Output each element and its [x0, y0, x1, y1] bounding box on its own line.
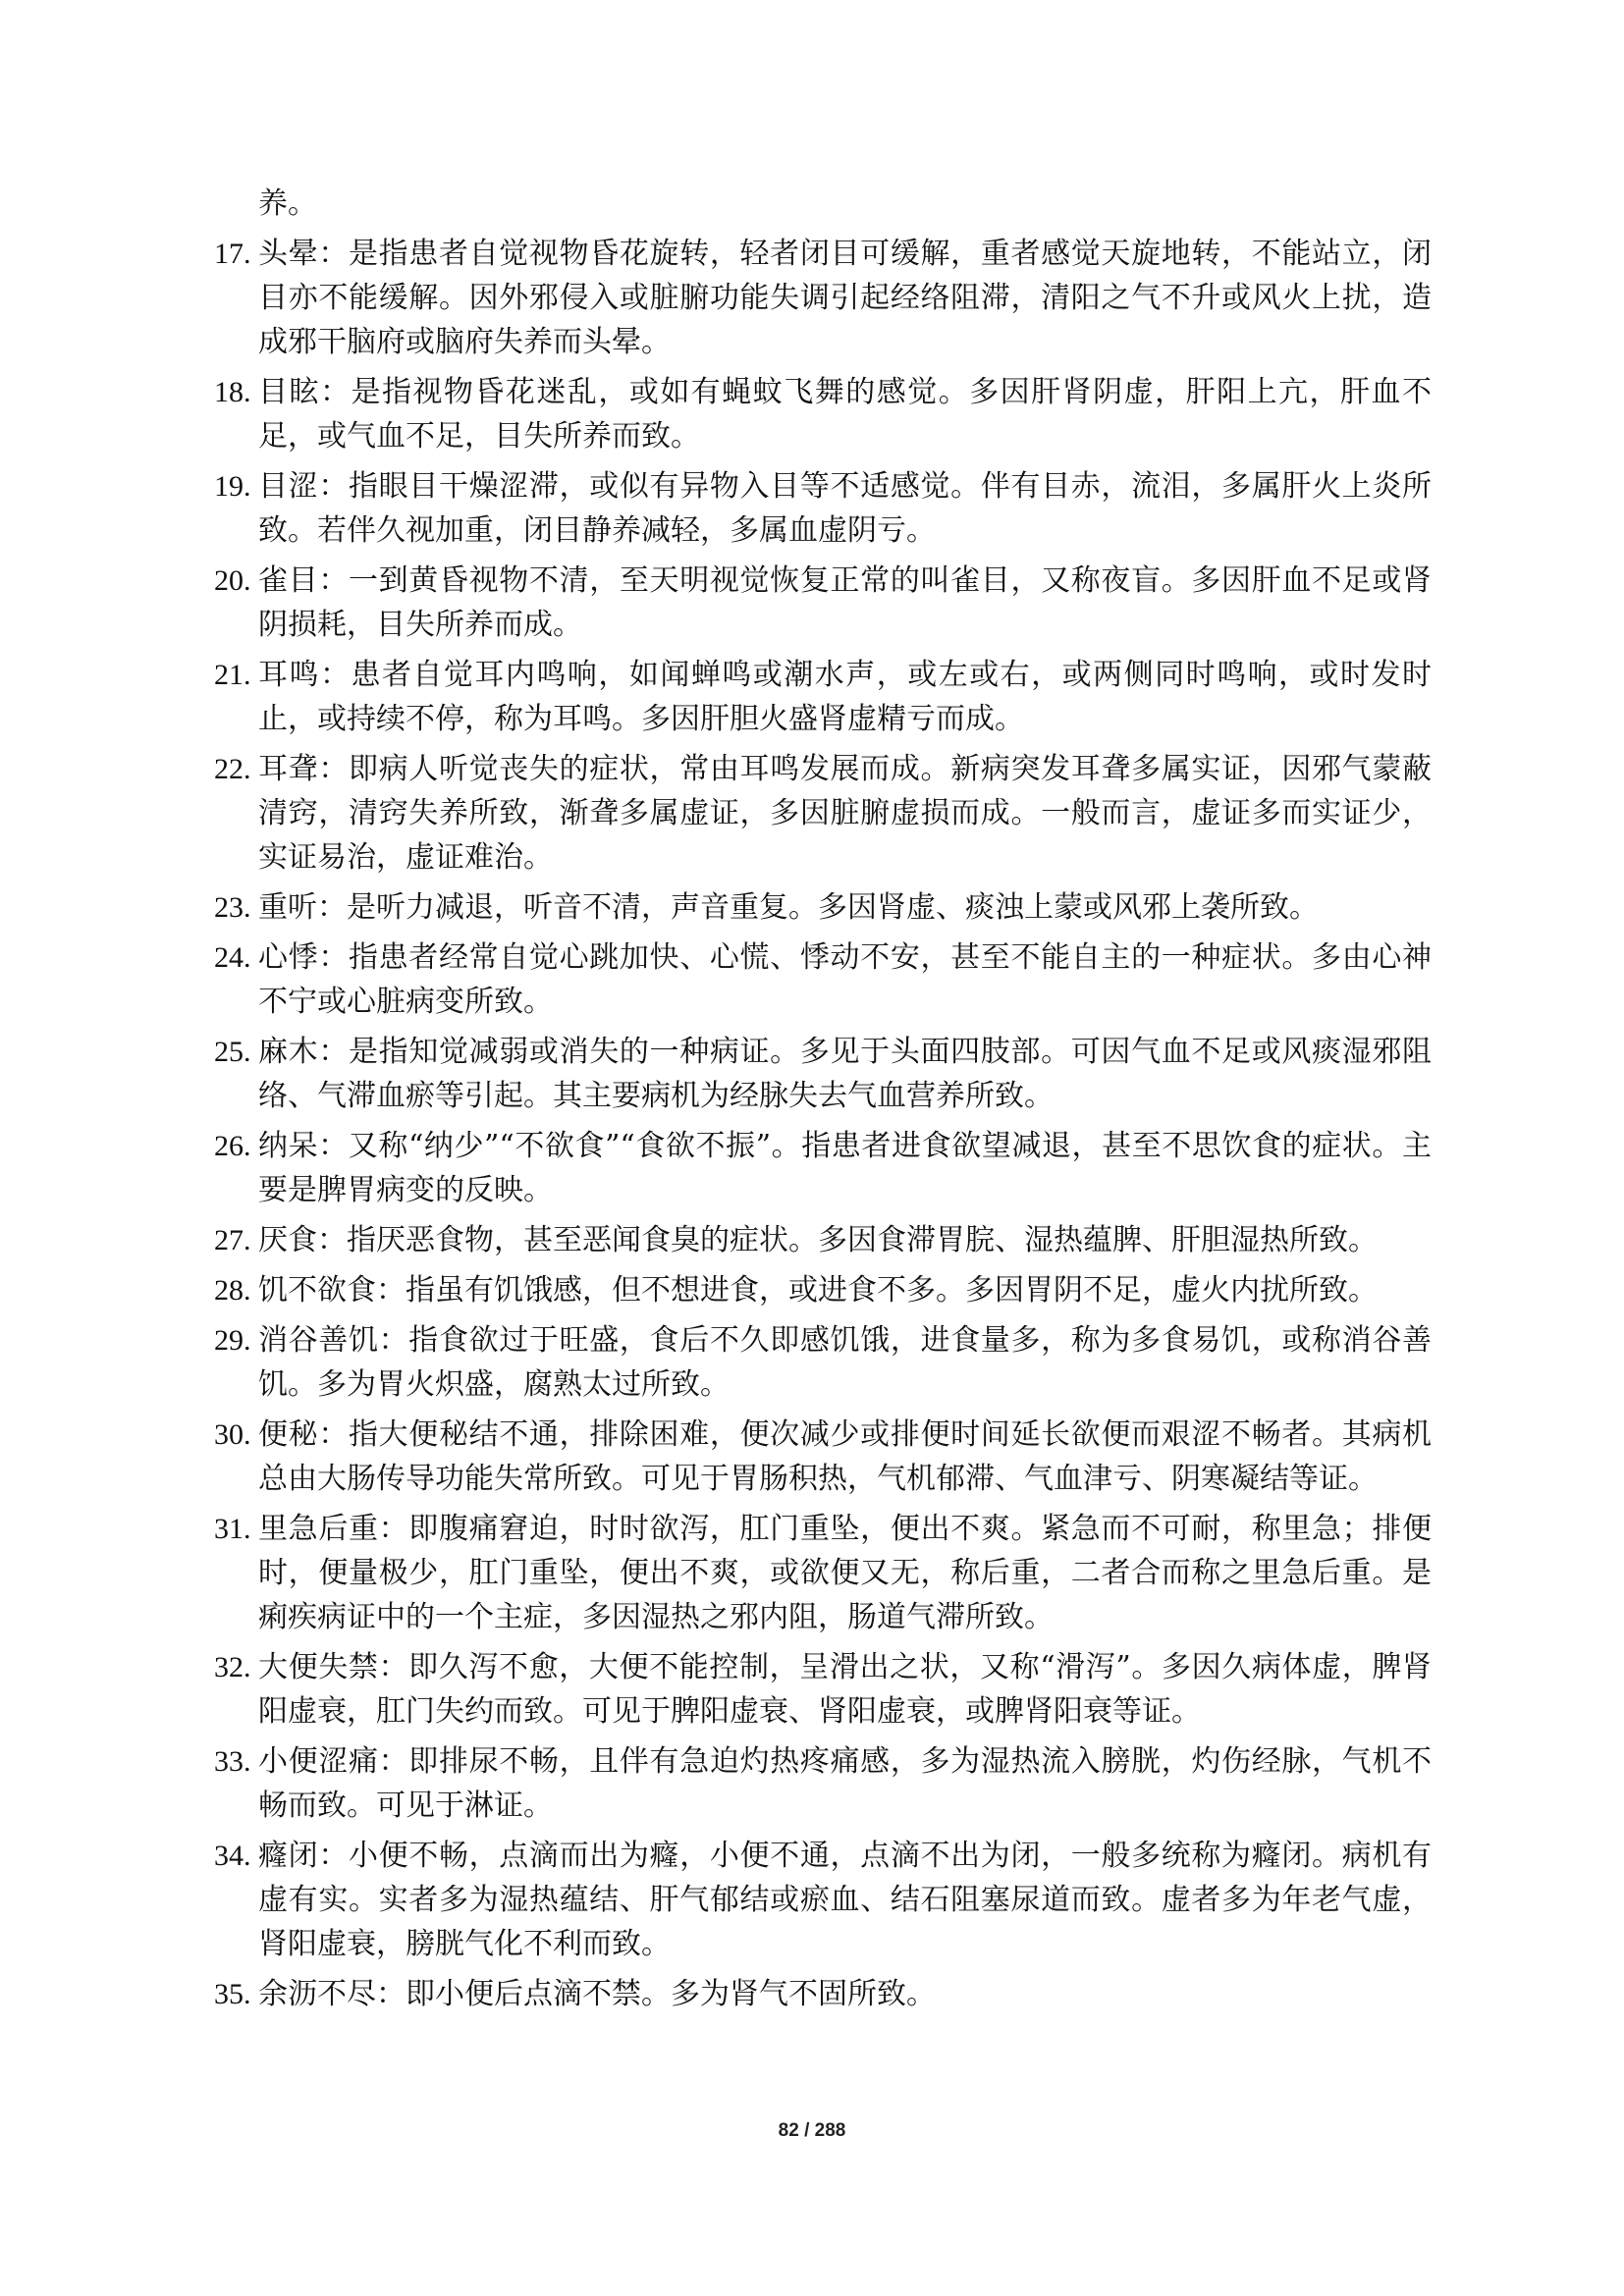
continuation-text: 养。	[258, 187, 317, 221]
item-number: 26.	[214, 1130, 251, 1162]
list-item	[214, 1972, 1432, 2016]
item-number: 22.	[214, 753, 251, 785]
list-item	[214, 232, 1432, 364]
item-text: 重听：是听力减退，听音不清，声音重复。多因肾虚、痰浊上蒙或风邪上袭所致。	[258, 890, 1319, 925]
list-item	[214, 885, 1432, 930]
document-body	[214, 182, 1432, 2022]
item-text: 雀目：一到黄昏视物不清，至天明视觉恢复正常的叫雀目，又称夜盲。多因肝血不足或肾阴损耗，目失所养而成。	[258, 563, 1432, 642]
item-number: 27.	[214, 1224, 251, 1256]
entry-list	[214, 232, 1432, 2016]
list-item	[214, 1834, 1432, 1966]
item-text: 饥不欲食：指虽有饥饿感，但不想进食，或进食不多。多因胃阴不足，虚火内扰所致。	[258, 1273, 1378, 1308]
list-item	[214, 559, 1432, 647]
item-number: 35.	[214, 1978, 251, 2010]
item-number: 33.	[214, 1745, 251, 1778]
list-item	[214, 935, 1432, 1024]
list-item	[214, 1268, 1432, 1312]
list-item	[214, 464, 1432, 553]
item-number: 18.	[214, 376, 251, 408]
item-text: 心悸：指患者经常自觉心跳加快、心慌、悸动不安，甚至不能自主的一种症状。多由心神不宁或心脏病变所致。	[258, 940, 1432, 1019]
list-item	[214, 1645, 1432, 1734]
item-number: 23.	[214, 891, 251, 924]
item-text: 目眩：是指视物昏花迷乱，或如有蝇蚊飞舞的感觉。多因肝肾阴虚，肝阳上亢，肝血不足，或气血不足，目失所养而致。	[258, 375, 1432, 454]
item-number: 17.	[214, 238, 251, 270]
item-number: 21.	[214, 659, 251, 691]
item-text: 小便涩痛：即排尿不畅，且伴有急迫灼热疼痛感，多为湿热流入膀胱，灼伤经脉，气机不畅而致。可见于淋证。	[258, 1744, 1432, 1823]
list-item	[214, 747, 1432, 880]
item-number: 30.	[214, 1418, 251, 1451]
item-number: 20.	[214, 564, 251, 597]
item-text: 厌食：指厌恶食物，甚至恶闻食臭的症状。多因食滞胃脘、湿热蕴脾、肝胆湿热所致。	[258, 1223, 1378, 1257]
item-number: 29.	[214, 1324, 251, 1357]
list-item	[214, 1030, 1432, 1118]
item-text: 目涩：指眼目干燥涩滞，或似有异物入目等不适感觉。伴有目赤，流泪，多属肝火上炎所致。若伴久视加重，闭目静养减轻，多属血虚阴亏。	[258, 469, 1432, 548]
item-text: 便秘：指大便秘结不通，排除困难，便次减少或排便时间延长欲便而艰涩不畅者。其病机总由大肠传导功能失常所致。可见于胃肠积热，气机郁滞、气血津亏、阴寒凝结等证。	[258, 1417, 1432, 1496]
item-number: 19.	[214, 470, 251, 503]
item-number: 34.	[214, 1840, 251, 1872]
item-number: 31.	[214, 1513, 251, 1545]
item-number: 28.	[214, 1274, 251, 1307]
item-text: 癃闭：小便不畅，点滴而出为癃，小便不通，点滴不出为闭，一般多统称为癃闭。病机有虚有实。实者多为湿热蕴结、肝气郁结或瘀血、结石阻塞尿道而致。虚者多为年老气虚，肾阳虚衰，膀胱气化不利而致。	[258, 1839, 1432, 1961]
item-number: 32.	[214, 1651, 251, 1683]
item-text: 余沥不尽：即小便后点滴不禁。多为肾气不固所致。	[258, 1977, 936, 2011]
list-item	[214, 1318, 1432, 1407]
list-item	[214, 1218, 1432, 1262]
item-text: 头晕：是指患者自觉视物昏花旋转，轻者闭目可缓解，重者感觉天旋地转，不能站立，闭目亦不能缓解。因外邪侵入或脏腑功能失调引起经络阻滞，清阳之气不升或风火上扰，造成邪干脑府或脑府失养而头晕。	[258, 237, 1432, 359]
item-text: 麻木：是指知觉减弱或消失的一种病证。多见于头面四肢部。可因气血不足或风痰湿邪阻络、气滞血瘀等引起。其主要病机为经脉失去气血营养所致。	[258, 1035, 1432, 1113]
list-item	[214, 1739, 1432, 1828]
list-item	[214, 1507, 1432, 1639]
list-item	[214, 1124, 1432, 1212]
list-item	[214, 1413, 1432, 1501]
item-text: 耳鸣：患者自觉耳内鸣响，如闻蝉鸣或潮水声，或左或右，或两侧同时鸣响，或时发时止，或持续不停，称为耳鸣。多因肝胆火盛肾虚精亏而成。	[258, 658, 1432, 736]
page-number: 82 / 288	[778, 2120, 846, 2141]
item-text: 消谷善饥：指食欲过于旺盛，食后不久即感饥饿，进食量多，称为多食易饥，或称消谷善饥。多为胃火炽盛，腐熟太过所致。	[258, 1323, 1432, 1402]
item-text: 大便失禁：即久泻不愈，大便不能控制，呈滑出之状，又称“滑泻”。多因久病体虚，脾肾阳虚衰，肛门失约而致。可见于脾阳虚衰、肾阳虚衰，或脾肾阳衰等证。	[258, 1650, 1432, 1729]
item-text: 耳聋：即病人听觉丧失的症状，常由耳鸣发展而成。新病突发耳聋多属实证，因邪气蒙蔽清窍，清窍失养所致，渐聋多属虚证，多因脏腑虚损而成。一般而言，虚证多而实证少，实证易治，虚证难治。	[258, 752, 1432, 875]
item-number: 24.	[214, 941, 251, 974]
item-text: 里急后重：即腹痛窘迫，时时欲泻，肛门重坠，便出不爽。紧急而不可耐，称里急；排便时，便量极少，肛门重坠，便出不爽，或欲便又无，称后重，二者合而称之里急后重。是痢疾病证中的一个主症，多因湿热之邪内阻，肠道气滞所致。	[258, 1512, 1432, 1634]
item-number: 25.	[214, 1036, 251, 1068]
list-item	[214, 653, 1432, 741]
list-item	[214, 370, 1432, 458]
item-text: 纳呆：又称“纳少”“不欲食”“食欲不振”。指患者进食欲望减退，甚至不思饮食的症状。主要是脾胃病变的反映。	[258, 1129, 1432, 1207]
